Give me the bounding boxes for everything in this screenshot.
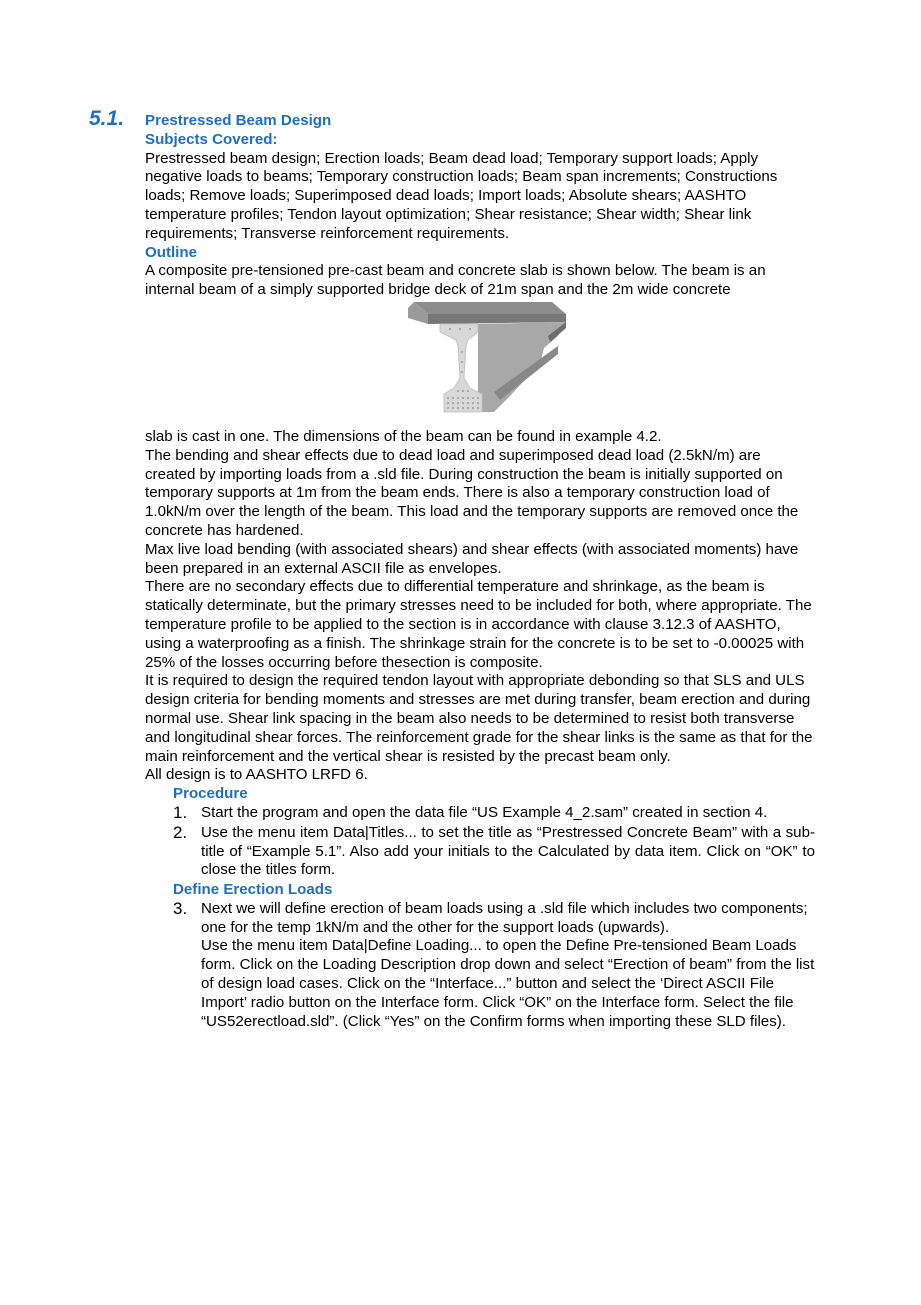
step-text: Start the program and open the data file “US Example 4_2.sam” created in section 4. bbox=[201, 803, 768, 821]
step-number: 3. bbox=[173, 898, 188, 918]
step-body bbox=[201, 900, 815, 1032]
beam-figure bbox=[145, 302, 815, 424]
outline-para-1b: slab is cast in one. The dimensions of the beam can be found in example 4.2. bbox=[145, 427, 662, 445]
procedure-step bbox=[173, 824, 815, 880]
step-text-continued: Use the menu item Data|Define Loading... to open the Define Pre-tensioned Beam Loads form. Click on the Loading Description drop down and select “Erection of beam” from the list of design load cases. Click on the “Interface...” button and select the ‘Direct ASCII File Import’ radio button on the Interface form. Click “OK” on the Interface form. Select the file “US52erectload.sld”. (Click “Yes” on the Confirm forms when importing these SLD files). bbox=[201, 937, 815, 1030]
section-number: 5.1. bbox=[89, 107, 125, 130]
prestressed-beam-illustration bbox=[408, 302, 568, 424]
outline-heading: Outline bbox=[145, 243, 197, 261]
subjects-text: Prestressed beam design; Erection loads; Beam dead load; Temporary support loads; Apply negative loads to beams; Temporary construction loads; Beam span increments; Constructions loads; Remove loads; Superimposed dead loads; Import loads; Absolute shears; AASHTO temperature profiles; Tendon layout optimization; Shear resistance; Shear width; Shear link requirements; Transverse reinforcement requirements. bbox=[145, 149, 778, 242]
procedure-step bbox=[173, 900, 815, 1032]
procedure-section bbox=[173, 785, 815, 1031]
outline-para-2: The bending and shear effects due to dead load and superimposed dead load (2.5kN/m) are created by importing loads from a .sld file. During construction the beam is initially supported on temporary supports at 1m from the beam ends. There is also a temporary construction load of 1.0kN/m over the length of the beam. This load and the temporary supports are removed once the concrete has hardened. bbox=[145, 446, 799, 539]
section-content bbox=[145, 112, 815, 1032]
outline-para-1a: A composite pre-tensioned pre-cast beam and concrete slab is shown below. The beam is an internal beam of a simply supported bridge deck of 21m span and the 2m wide concrete bbox=[145, 262, 766, 299]
step-number: 2. bbox=[173, 822, 188, 842]
section-title: Prestressed Beam Design bbox=[145, 112, 332, 129]
outline-para-5: It is required to design the required tendon layout with appropriate debonding so that SLS and ULS design criteria for bending moments and stresses are met during transfer, beam erection and during normal use. Shear link spacing in the beam also needs to be determined to resist both transverse and longitudinal shear forces. The reinforcement grade for the shear links is the same as that for the main reinforcement and the vertical shear is resisted by the precast beam only. bbox=[145, 672, 813, 765]
step-text: Use the menu item Data|Titles... to set the title as “Prestressed Concrete Beam” with a sub-title of “Example 5.1”. Also add your initials to the Calculated by data item. Click on “OK” to close the titles form. bbox=[201, 823, 815, 879]
outline-para-3: Max live load bending (with associated shears) and shear effects (with associated moments) have been prepared in an external ASCII file as envelopes. bbox=[145, 540, 799, 577]
procedure-step bbox=[173, 804, 815, 823]
step-text: Next we will define erection of beam loads using a .sld file which includes two components; one for the temp 1kN/m and the other for the support loads (upwards). bbox=[201, 899, 808, 936]
erection-heading: Define Erection Loads bbox=[173, 881, 333, 899]
procedure-steps bbox=[173, 804, 815, 880]
subjects-heading: Subjects Covered: bbox=[145, 130, 278, 148]
slab-top bbox=[414, 302, 566, 314]
beam-end-section bbox=[440, 324, 482, 412]
step-number: 1. bbox=[173, 802, 188, 822]
procedure-heading: Procedure bbox=[173, 785, 248, 803]
outline-para-4: There are no secondary effects due to differential temperature and shrinkage, as the beam is statically determinate, but the primary stresses need to be included for both, where appropriate. The temperature profile to be applied to the section is in accordance with clause 3.12.3 of AASHTO, using a waterproofing as a finish. The shrinkage strain for the concrete is to be set to -0.00025 with 25% of the losses occurring before thesection is composite. bbox=[145, 578, 812, 671]
outline-para-6: All design is to AASHTO LRFD 6. bbox=[145, 766, 368, 784]
